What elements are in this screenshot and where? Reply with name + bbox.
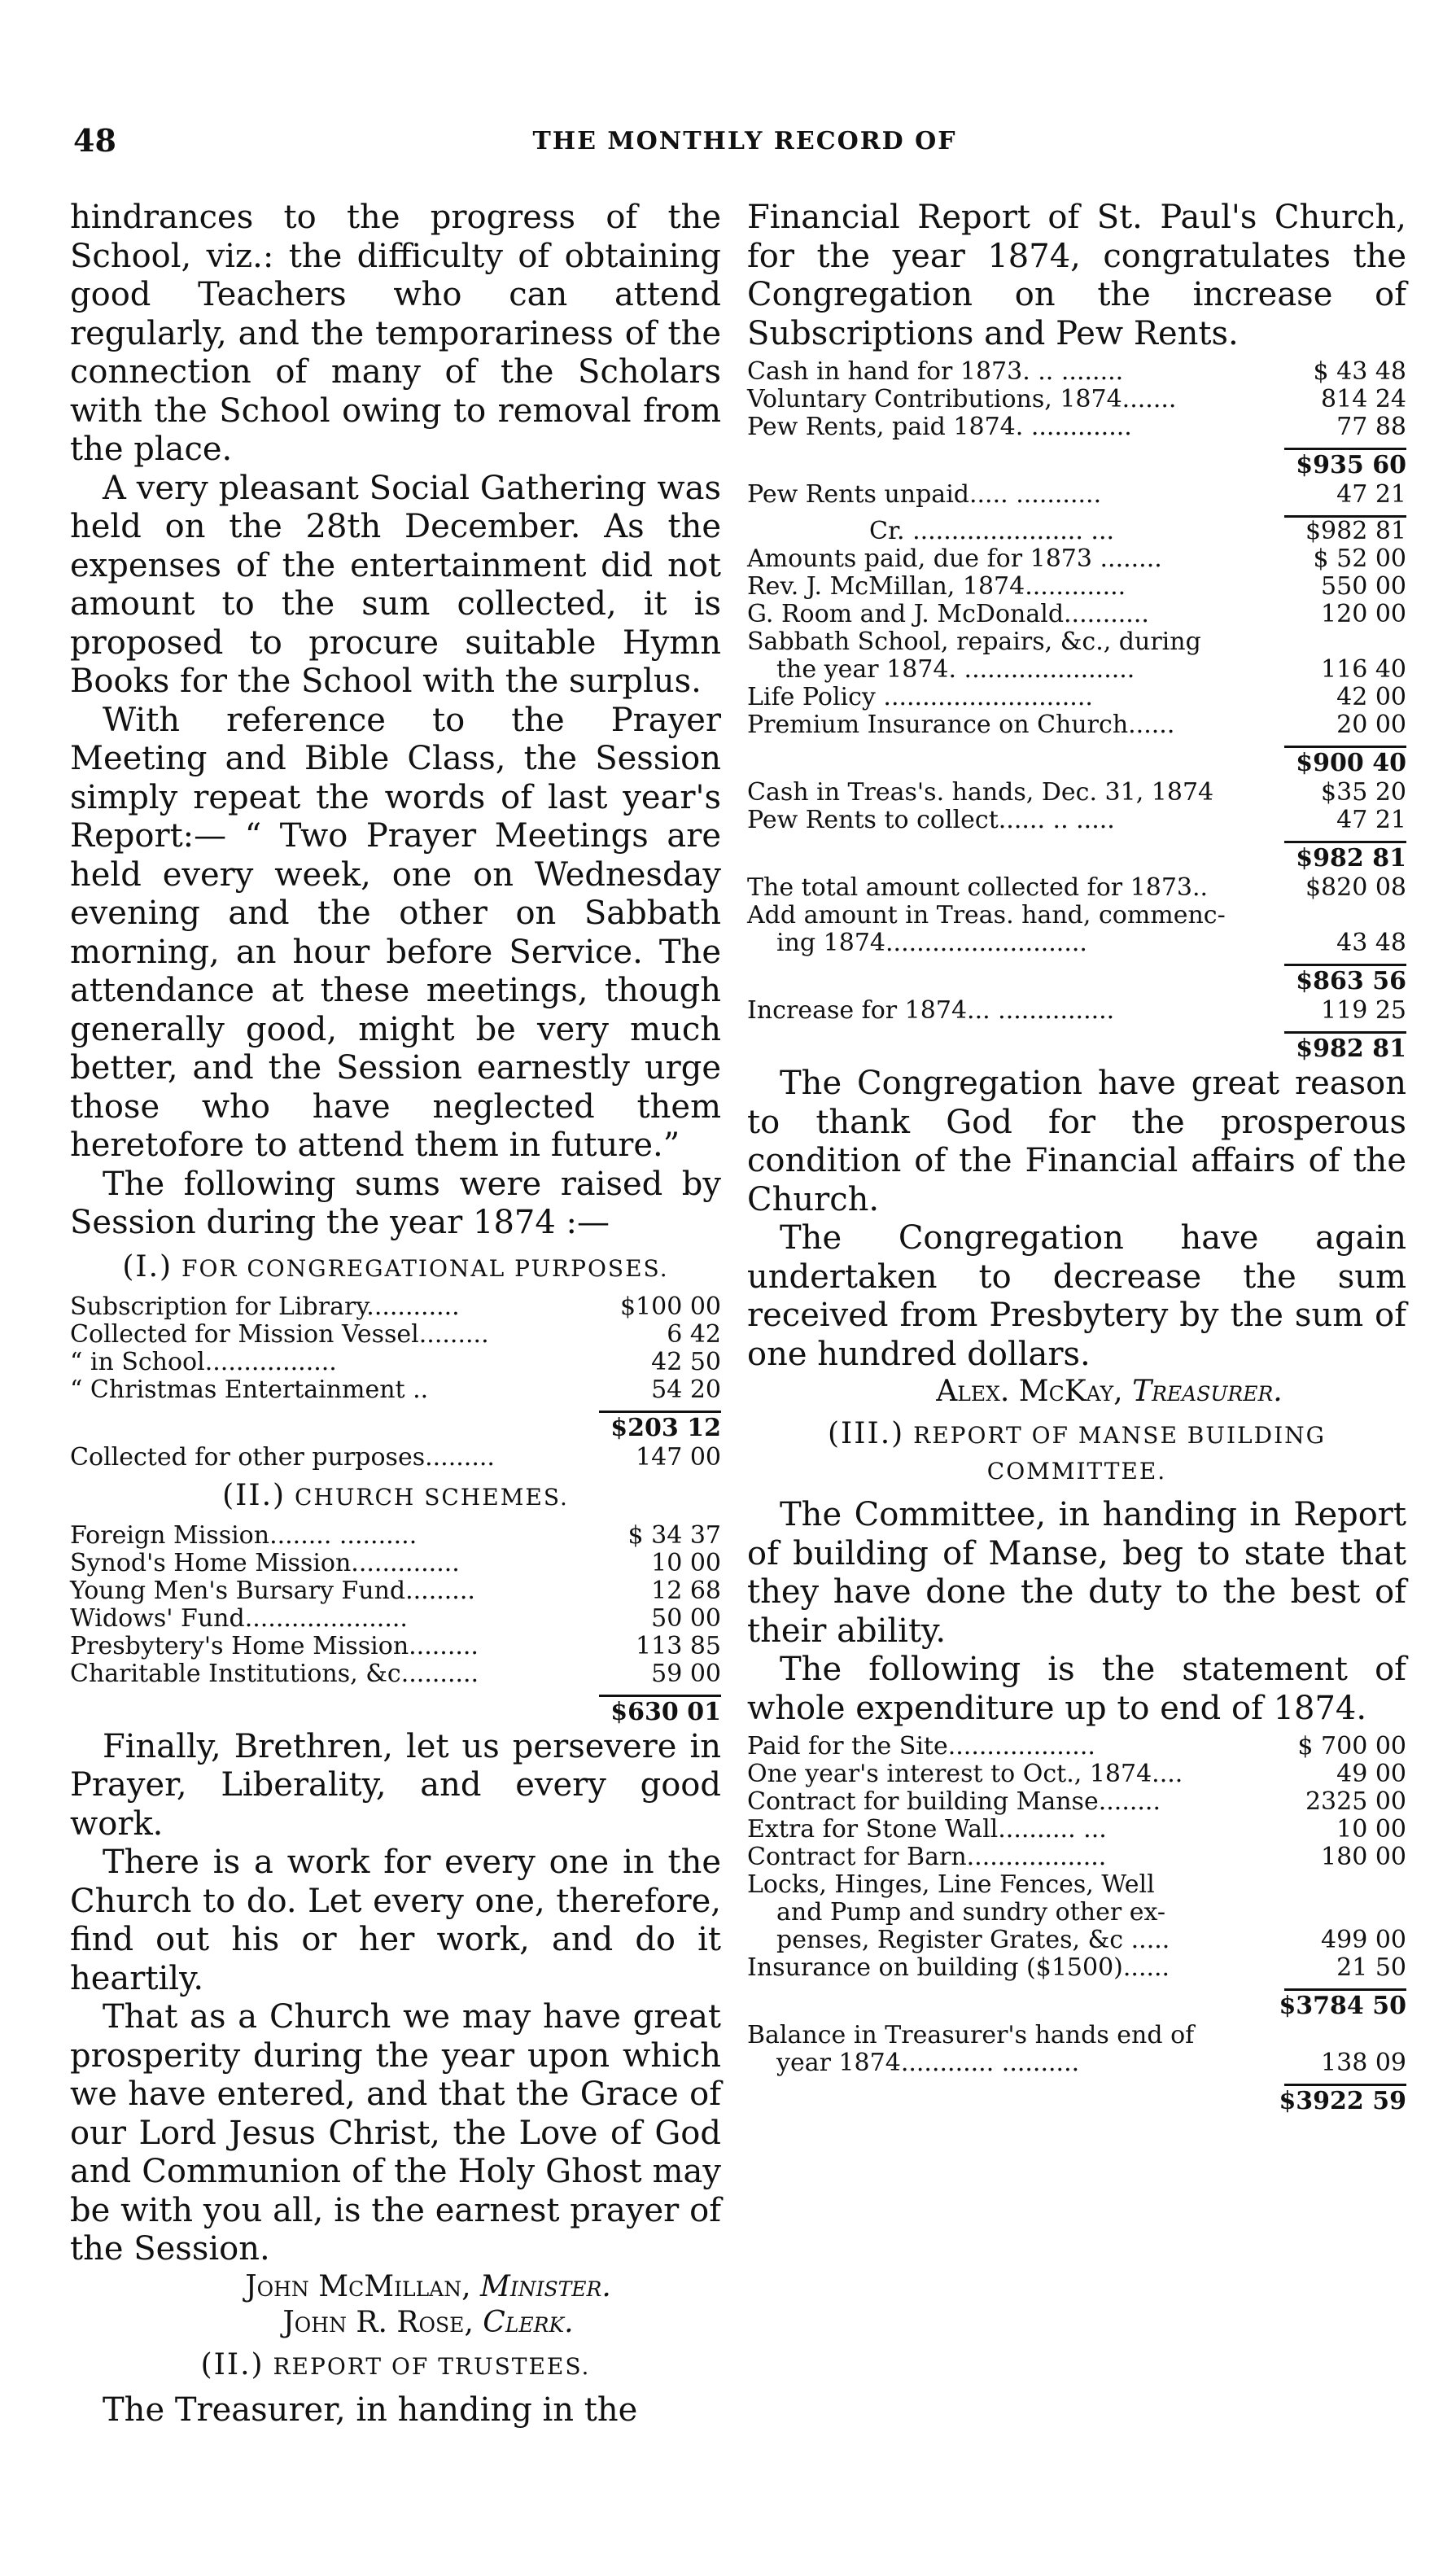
account-row [747,684,1406,711]
account-row [747,807,1406,834]
account-row [747,518,1406,545]
account-label: Young Men's Bursary Fund......... [70,1576,475,1605]
account-amount: 20 00 [1336,711,1406,739]
total-amount: $203 12 [610,1413,721,1442]
account-row [70,1444,721,1472]
total-amount: $935 60 [1296,451,1406,479]
account-row [747,481,1406,509]
account-label: the year 1874. ...................... [776,655,1135,684]
account-amount: 147 00 [636,1442,721,1472]
account-row [747,874,1406,902]
account-amount: 116 40 [1321,655,1406,684]
account-row [747,1788,1406,1816]
account-row [70,1293,721,1321]
account-row [747,1761,1406,1788]
account-row [70,1660,721,1688]
account-row [747,656,1406,684]
account-table [70,1444,721,1472]
account-row [747,2022,1406,2049]
account-row [70,1605,721,1633]
account-amount: 6 42 [667,1319,721,1349]
account-label: Pew Rents to collect...... .. ..... [747,806,1115,834]
account-label: The total amount collected for 1873.. [747,873,1209,902]
paragraph: The Congregation have great reason to thank God for the prosperous condition of the Financial affairs of the Church. [747,1065,1406,1218]
account-row [747,902,1406,929]
account-table [70,1293,721,1404]
account-row [747,1871,1406,1899]
account-row [747,413,1406,441]
account-table [747,481,1406,509]
paragraph: With reference to the Prayer Meeting and Bible Class, the Session simply repeat the words of last year's Report:— “ Two Prayer Meetings are held every week, one on Wednesday evening and the other on Sabbath morning, an hour before Service. The attendance at these meetings, though generally good, might be very much better, and the Session earnestly urge those who have neglected them heretofore to attend them in future.” [70,701,721,1164]
paragraph: hindrances to the progress of the School, viz.: the difficulty of obtaining good Teachers who can attend regularly, and the temporariness of the connection of many of the Scholars with the School owing to removal from the place. [70,199,721,468]
paragraph: The following sums were raised by Session during the year 1874 :— [70,1165,721,1241]
paragraph: Finally, Brethren, let us persevere in Prayer, Liberality, and every good work. [70,1727,721,1843]
account-amount: $100 00 [619,1292,721,1321]
account-row [747,2049,1406,2077]
signature-name: John R. Rose, [282,2305,474,2339]
credit-label: Cr. ...................... ... [869,517,1115,545]
account-row [747,1954,1406,1982]
account-amount: 814 24 [1321,385,1406,413]
account-label: and Pump and sundry other ex- [776,1898,1166,1927]
total-amount: $863 56 [1296,967,1406,995]
account-label: Cash in hand for 1873. .. ........ [747,357,1124,386]
account-amount: 47 21 [1336,806,1406,834]
account-label: Cash in Treas's. hands, Dec. 31, 1874 [747,778,1214,807]
account-row [70,1321,721,1349]
section-title: REPORT OF MANSE BUILDING COMMITTEE. [913,1422,1326,1485]
account-label: Collected for Mission Vessel......... [70,1319,489,1349]
paragraph: Financial Report of St. Paul's Church, for the year 1874, congratulates the Congregation on the increase of Subscriptions and Pew Rents. [747,199,1406,352]
paragraph: The Congregation have again undertaken to decrease the sum received from Presbytery by the sum of one hundred dollars. [747,1219,1406,1373]
account-amount: 12 68 [651,1576,721,1605]
section-number: (II.) [222,1478,286,1512]
account-row [747,1816,1406,1844]
signature-treasurer [747,1374,1406,1410]
signature-name: Alex. McKay, [936,1375,1123,1408]
account-amount [1284,628,1406,656]
account-amount: 77 88 [1336,413,1406,441]
account-row [747,1733,1406,1761]
account-amount [1284,1871,1406,1899]
credit-amount: $982 81 [1305,517,1406,545]
account-row [747,929,1406,957]
total-amount: $982 81 [1296,1034,1406,1063]
paragraph: That as a Church we may have great prosperity during the year upon which we have entered, and that the Grace of our Lord Jesus Christ, the Love of God and Communion of the Holy Ghost may be with you all, is the earnest prayer of the Session. [70,1998,721,2268]
account-label: Contract for building Manse........ [747,1787,1161,1816]
signature-title: Minister. [480,2269,611,2303]
account-label: Pew Rents, paid 1874. ............. [747,413,1132,441]
paragraph: A very pleasant Social Gathering was held on the 28th December. As the expenses of the entertainment did not amount to the sum collected, it is proposed to procure suitable Hymn Books for the School with the surplus. [70,469,721,700]
account-amount: 499 00 [1321,1926,1406,1954]
account-amount: 21 50 [1336,1953,1406,1982]
paragraph: There is a work for every one in the Church to do. Let every one, therefore, find out his or her work, and do it heartily. [70,1844,721,1997]
account-label: Contract for Barn.................. [747,1843,1107,1871]
account-label: Insurance on building ($1500)...... [747,1953,1170,1982]
account-label: Rev. J. McMillan, 1874............. [747,572,1126,601]
account-row [747,545,1406,573]
total-amount: $3922 59 [1279,2087,1406,2115]
account-row [747,601,1406,628]
account-amount: 42 50 [651,1347,721,1376]
account-label: Collected for other purposes......... [70,1442,495,1472]
account-label: One year's interest to Oct., 1874.... [747,1760,1183,1788]
account-row [747,358,1406,386]
right-column [747,199,1406,2117]
section-number: (II.) [200,2347,265,2382]
signature-minister [70,2269,721,2305]
account-amount: 43 48 [1336,929,1406,957]
account-label: Increase for 1874... ............... [747,996,1115,1025]
paragraph: The Committee, in handing in Report of building of Manse, beg to state that they have done the duty to the best of their ability. [747,1496,1406,1650]
section-heading [747,1416,1406,1489]
account-label: Charitable Institutions, &c.......... [70,1659,479,1688]
account-label: Paid for the Site................... [747,1732,1095,1761]
account-amount: 10 00 [651,1548,721,1577]
account-label: Foreign Mission........ .......... [70,1520,418,1550]
account-label: “ in School................. [70,1347,337,1376]
total-amount: $3784 50 [1279,1992,1406,2020]
account-label: Balance in Treasurer's hands end of [747,2021,1195,2049]
account-label: ing 1874.......................... [776,929,1087,957]
account-amount [1284,902,1406,929]
section-heading [70,1478,721,1516]
left-column [70,199,721,2430]
section-number: (I.) [122,1249,173,1284]
account-amount: $820 08 [1305,873,1406,902]
account-amount: $ 52 00 [1313,545,1406,573]
account-row [747,573,1406,601]
section-heading [70,2347,721,2385]
account-amount: 50 00 [651,1603,721,1633]
account-label: Extra for Stone Wall.......... ... [747,1815,1107,1844]
account-table [747,518,1406,545]
account-row [70,1376,721,1404]
account-amount [1284,1899,1406,1927]
account-amount: 49 00 [1336,1760,1406,1788]
page-header [73,122,1416,171]
account-label: Widows' Fund..................... [70,1603,408,1633]
section-title: CHURCH SCHEMES. [294,1483,569,1511]
account-label: Add amount in Treas. hand, commenc- [747,901,1226,929]
account-amount: 113 85 [636,1631,721,1660]
section-heading [70,1249,721,1287]
account-row [747,628,1406,656]
paragraph: The Treasurer, in handing in the [103,2390,638,2429]
account-amount: 550 00 [1321,572,1406,601]
account-label: Pew Rents unpaid..... ........... [747,480,1102,509]
account-label: Presbytery's Home Mission......... [70,1631,479,1660]
signature-clerk [70,2305,721,2341]
account-row [70,1633,721,1660]
account-amount: $ 34 37 [627,1520,721,1550]
account-label: “ Christmas Entertainment .. [70,1375,429,1404]
account-row [747,386,1406,413]
account-amount: 54 20 [651,1375,721,1404]
section-title: FOR CONGREGATIONAL PURPOSES. [181,1254,669,1282]
signature-title: Clerk. [483,2305,574,2339]
account-row [747,779,1406,807]
account-amount: $ 43 48 [1313,357,1406,386]
account-amount: $ 700 00 [1297,1732,1406,1761]
account-table [70,1522,721,1688]
account-row [747,1927,1406,1954]
page-number: 48 [73,122,116,159]
account-amount [1284,2022,1406,2049]
account-table [747,2022,1406,2077]
account-amount: 42 00 [1336,683,1406,711]
total-amount: $982 81 [1296,844,1406,873]
account-label: Subscription for Library............ [70,1292,460,1321]
account-row [747,711,1406,739]
account-table [747,1733,1406,1982]
account-table [747,779,1406,834]
account-amount: 59 00 [651,1659,721,1688]
account-amount: 138 09 [1321,2049,1406,2077]
total-amount: $900 40 [1296,749,1406,777]
account-amount: 2325 00 [1305,1787,1406,1816]
account-amount: $35 20 [1321,778,1406,807]
account-row [70,1577,721,1605]
account-table [747,874,1406,957]
account-amount: 119 25 [1321,996,1406,1025]
account-table [747,997,1406,1025]
total-amount: $630 01 [610,1697,721,1726]
account-amount: 120 00 [1321,600,1406,628]
account-amount: 47 21 [1336,480,1406,509]
running-title: THE MONTHLY RECORD OF [532,127,957,155]
account-row [70,1522,721,1550]
account-row [747,997,1406,1025]
account-row [70,1349,721,1376]
account-label: penses, Register Grates, &c ..... [776,1926,1170,1954]
account-table [747,358,1406,441]
section-number: (III.) [828,1417,905,1450]
account-label: year 1874............ .......... [776,2049,1080,2077]
account-label: Synod's Home Mission.............. [70,1548,460,1577]
signature-name: John McMillan, [245,2269,471,2303]
account-label: Locks, Hinges, Line Fences, Well [747,1870,1155,1899]
account-row [747,1844,1406,1871]
paragraph: The following is the statement of whole expenditure up to end of 1874. [747,1651,1406,1727]
signature-title: Treasurer. [1132,1375,1283,1408]
account-label: Life Policy ........................... [747,683,1093,711]
account-label: G. Room and J. McDonald........... [747,600,1149,628]
account-label: Premium Insurance on Church...... [747,711,1175,739]
account-table [747,545,1406,739]
account-amount: 180 00 [1321,1843,1406,1871]
account-label: Voluntary Contributions, 1874....... [747,385,1177,413]
account-label: Sabbath School, repairs, &c., during [747,628,1201,656]
account-row [70,1550,721,1577]
account-row [747,1899,1406,1927]
section-title: REPORT OF TRUSTEES. [273,2352,591,2380]
account-label: Amounts paid, due for 1873 ........ [747,545,1162,573]
account-amount: 10 00 [1336,1815,1406,1844]
